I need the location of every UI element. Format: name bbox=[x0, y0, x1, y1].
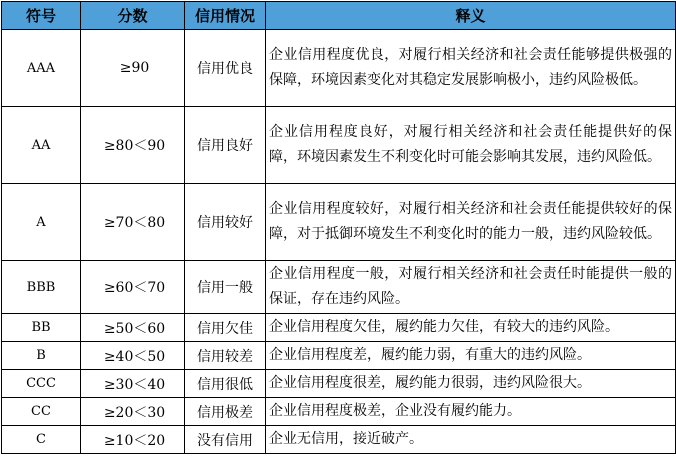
header-symbol: 符号 bbox=[2, 2, 81, 30]
cell-status: 信用欠佳 bbox=[185, 314, 266, 342]
cell-status: 没有信用 bbox=[185, 426, 266, 454]
cell-symbol: AAA bbox=[2, 30, 81, 107]
table-body bbox=[2, 30, 676, 454]
cell-score: ≥40＜50 bbox=[81, 342, 185, 370]
table-row bbox=[2, 398, 676, 426]
cell-score: ≥20＜30 bbox=[81, 398, 185, 426]
cell-symbol: BB bbox=[2, 314, 81, 342]
cell-score: ≥90 bbox=[81, 30, 185, 107]
cell-score: ≥50＜60 bbox=[81, 314, 185, 342]
table-row bbox=[2, 426, 676, 454]
cell-meaning: 企业信用程度欠佳，履约能力欠佳，有较大的违约风险。 bbox=[266, 314, 676, 342]
table-row bbox=[2, 342, 676, 370]
table-row bbox=[2, 30, 676, 107]
cell-meaning: 企业无信用，接近破产。 bbox=[266, 426, 676, 454]
table-row bbox=[2, 107, 676, 184]
header-row bbox=[2, 2, 676, 30]
credit-rating-table bbox=[1, 1, 676, 454]
cell-status: 信用较差 bbox=[185, 342, 266, 370]
cell-status: 信用优良 bbox=[185, 30, 266, 107]
cell-status: 信用很低 bbox=[185, 370, 266, 398]
cell-score: ≥70＜80 bbox=[81, 184, 185, 261]
cell-score: ≥30＜40 bbox=[81, 370, 185, 398]
table-row bbox=[2, 184, 676, 261]
cell-status: 信用一般 bbox=[185, 261, 266, 314]
cell-score: ≥80＜90 bbox=[81, 107, 185, 184]
cell-meaning: 企业信用程度很差，履约能力很弱，违约风险很大。 bbox=[266, 370, 676, 398]
table-header bbox=[2, 2, 676, 30]
table-row bbox=[2, 261, 676, 314]
cell-meaning: 企业信用程度优良，对履行相关经济和社会责任能够提供极强的保障，环境因素变化对其稳定发展影响极小，违约风险极低。 bbox=[266, 30, 676, 107]
cell-symbol: BBB bbox=[2, 261, 81, 314]
cell-score: ≥10＜20 bbox=[81, 426, 185, 454]
cell-symbol: CC bbox=[2, 398, 81, 426]
cell-symbol: CCC bbox=[2, 370, 81, 398]
cell-status: 信用良好 bbox=[185, 107, 266, 184]
cell-meaning: 企业信用程度一般，对履行相关经济和社会责任时能提供一般的保证，存在违约风险。 bbox=[266, 261, 676, 314]
cell-meaning: 企业信用程度极差，企业没有履约能力。 bbox=[266, 398, 676, 426]
cell-symbol: B bbox=[2, 342, 81, 370]
cell-meaning: 企业信用程度差，履约能力弱，有重大的违约风险。 bbox=[266, 342, 676, 370]
cell-meaning: 企业信用程度良好，对履行相关经济和社会责任能提供好的保障，环境因素发生不利变化时可能会影响其发展，违约风险低。 bbox=[266, 107, 676, 184]
cell-meaning: 企业信用程度较好，对履行相关经济和社会责任能提供较好的保障，对于抵御环境发生不利变化时的能力一般，违约风险较低。 bbox=[266, 184, 676, 261]
cell-symbol: C bbox=[2, 426, 81, 454]
cell-status: 信用极差 bbox=[185, 398, 266, 426]
header-meaning: 释义 bbox=[266, 2, 676, 30]
cell-status: 信用较好 bbox=[185, 184, 266, 261]
cell-symbol: AA bbox=[2, 107, 81, 184]
cell-score: ≥60＜70 bbox=[81, 261, 185, 314]
table-row bbox=[2, 314, 676, 342]
header-status: 信用情况 bbox=[185, 2, 266, 30]
table-row bbox=[2, 370, 676, 398]
header-score: 分数 bbox=[81, 2, 185, 30]
cell-symbol: A bbox=[2, 184, 81, 261]
